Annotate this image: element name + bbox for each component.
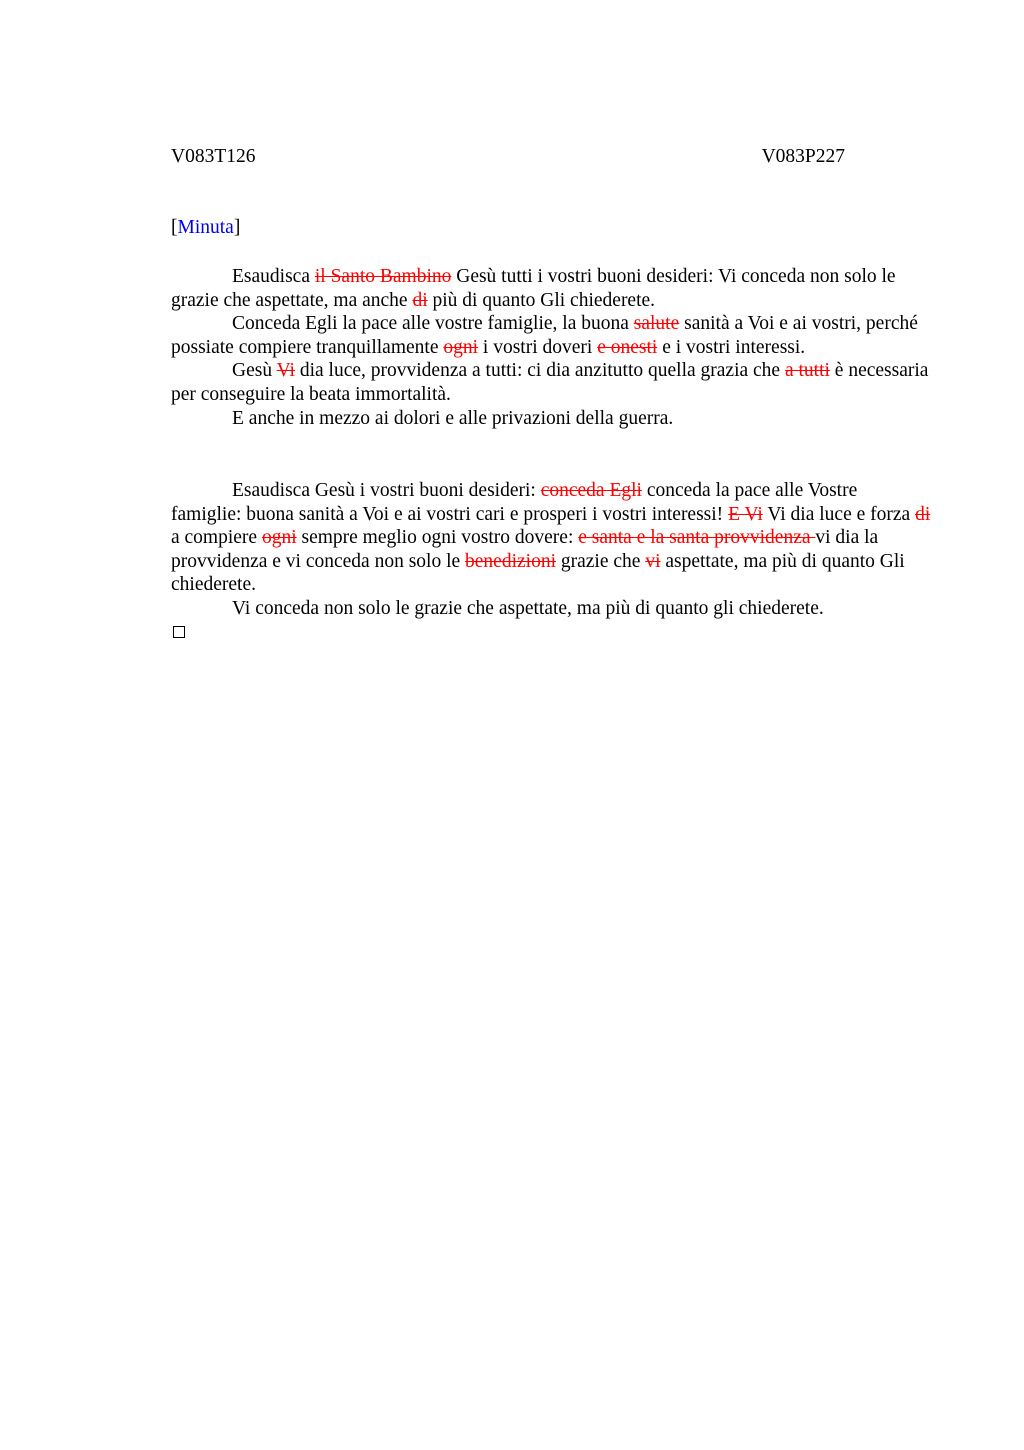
- deleted-text: di: [915, 503, 931, 525]
- minuta-label: [171, 217, 240, 239]
- paragraph-1-1: [171, 265, 931, 312]
- deleted-text: vi: [645, 550, 661, 572]
- text: i vostri doveri: [478, 336, 598, 358]
- deleted-text: conceda Egli: [540, 480, 642, 501]
- checkbox-icon: [173, 626, 185, 638]
- text: è necessaria per conseguire la beata immortalità.: [171, 360, 929, 405]
- draft-block-1: [171, 265, 931, 430]
- text: aspettate, ma più di quanto Gli chiederete.: [171, 550, 905, 596]
- text: sanità a Voi e ai vostri, perché possiate compiere tranquillamente: [171, 313, 918, 358]
- text: Esaudisca: [232, 266, 315, 287]
- deleted-text: ogni: [443, 336, 479, 358]
- bracket-open: [: [171, 217, 178, 238]
- minuta-link[interactable]: Minuta: [177, 217, 234, 238]
- right-identifier: V083P227: [761, 146, 845, 167]
- deleted-text: benedizioni: [465, 550, 556, 572]
- bracket-close: ]: [233, 217, 241, 238]
- text: Vi dia luce e forza: [762, 503, 916, 525]
- deleted-text: di: [412, 289, 428, 311]
- text: conceda la pace alle Vostre famiglie: buona sanità a Voi e ai vostri cari e prosperi i vostri interessi!: [171, 480, 858, 525]
- text: Gesù tutti i vostri buoni desideri: Vi conceda non solo le grazie che aspettate, ma anche: [171, 266, 896, 311]
- deleted-text: Vi: [276, 360, 295, 382]
- text: Gesù: [232, 360, 277, 382]
- text: grazie che: [556, 550, 646, 572]
- text: E anche in mezzo ai dolori e alle privazioni della guerra.: [232, 407, 674, 429]
- text: vi dia la provvidenza e vi conceda non solo le: [171, 527, 879, 572]
- text: sempre meglio ogni vostro dovere:: [296, 527, 579, 549]
- left-identifier: V083T126: [171, 146, 256, 167]
- document-header: [171, 146, 845, 172]
- deleted-text: e onesti: [597, 336, 658, 358]
- deleted-text: e santa e la santa provvidenza: [578, 527, 816, 549]
- deleted-text: E Vi: [728, 503, 763, 525]
- text: a compiere: [171, 527, 262, 549]
- text: dia luce, provvidenza a tutti: ci dia anzitutto quella grazia che: [294, 360, 785, 382]
- text: Esaudisca Gesù i vostri buoni desideri:: [232, 480, 541, 501]
- deleted-text: a tutti: [784, 360, 830, 382]
- deleted-text: ogni: [261, 527, 297, 549]
- paragraph-2-2: [171, 597, 931, 621]
- paragraph-1-4: [171, 407, 931, 431]
- paragraph-2-1: [171, 479, 931, 597]
- paragraph-1-3: [171, 359, 931, 406]
- paragraph-1-2: [171, 312, 931, 359]
- text: e i vostri interessi.: [657, 336, 806, 358]
- deleted-text: il Santo Bambino: [314, 266, 452, 287]
- text: più di quanto Gli chiederete.: [427, 289, 656, 311]
- text: Conceda Egli la pace alle vostre famiglie, la buona: [232, 313, 634, 335]
- draft-block-2: [171, 479, 931, 621]
- deleted-text: salute: [633, 313, 680, 335]
- text: Vi conceda non solo le grazie che aspettate, ma più di quanto gli chiederete.: [232, 597, 824, 619]
